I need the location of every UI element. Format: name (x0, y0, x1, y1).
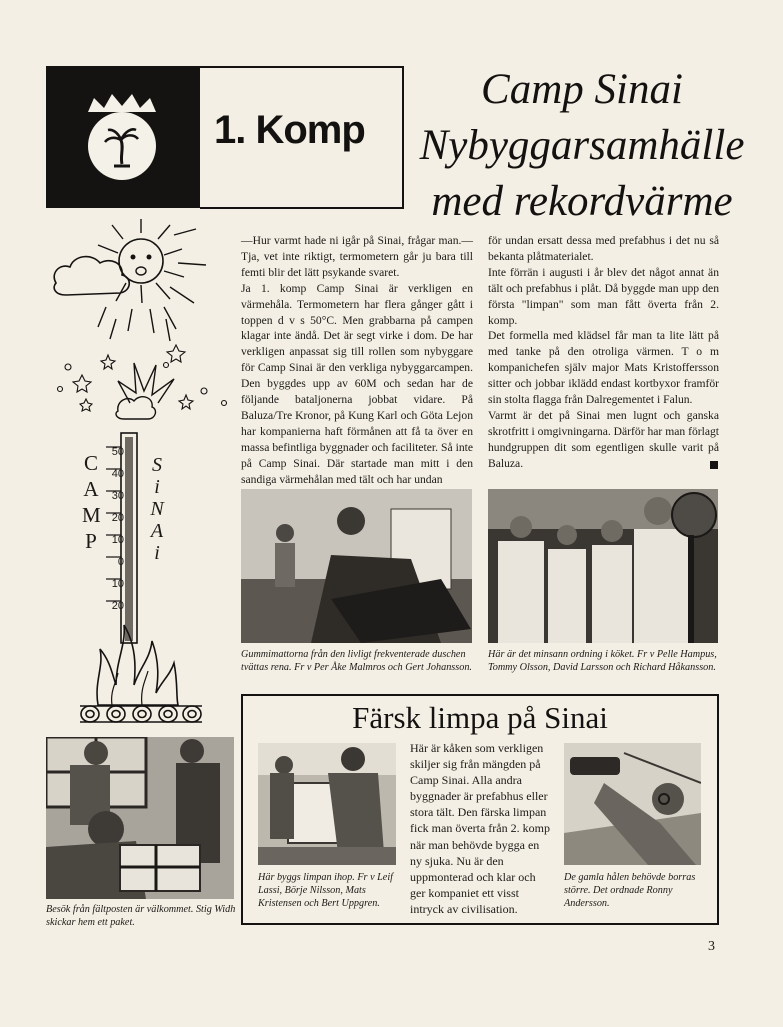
caption-building-limpa: Här byggs limpan ihop. Fr v Leif Lassi, Börje Nilsson, Mats Kristensen och Bert Uppgren. (258, 872, 393, 909)
scale-label: 50 (111, 446, 124, 458)
photo-field-post (46, 737, 234, 899)
letter: N (150, 498, 164, 520)
unit-title: 1. Komp (214, 108, 365, 152)
letter: A (150, 520, 164, 542)
scale-label: 0 (117, 556, 124, 568)
scale-label: 20 (111, 512, 124, 524)
end-mark (710, 461, 718, 469)
caption-field-post: Besök från fältposten är välkommet. Stig Widh skickar hem ett paket. (46, 904, 236, 928)
unit-emblem (88, 112, 156, 180)
article-column-2: för undan ersatt dessa med prefabhus i det nu så bekanta plåtmaterialet. Inte förrän i augusti i år blev det något annat än tält och prefabhus i plåt. Då byggde man upp den första "limpan" som man fått överta från 2. komp. Det formella med klädsel får man ta lite lätt på med tanke på den otroliga värmen. T o m kompanichefen själv major Mats Kristoffersson sitter och jobbar iklädd endast kortbyxor framför sin stolta flagga från Dalregementet i Falun. Varmt är det på Sinai men lugnt och ganska skrotfritt i omgivningarna. Därför har man förlagt hundgruppen dit som egentligen skulle varit på Baluza. (488, 234, 719, 470)
headline-line-3: med rekordvärme (431, 178, 733, 225)
logs-decoration (80, 706, 202, 722)
page-number: 3 (708, 939, 715, 954)
photo-drilling (564, 743, 701, 865)
headline-line-2: Nybyggarsamhälle (419, 122, 745, 169)
letter: i (154, 476, 160, 498)
stars-decoration (58, 345, 227, 411)
cloud-icon (54, 257, 129, 295)
crown-icon (84, 92, 160, 116)
caption-kitchen-crew: Här är det minsann ordning i köket. Fr v Pelle Hampus, Tommy Olsson, David Larsson och Richard Håkansson. (488, 649, 717, 673)
boxed-story-title: Färsk limpa på Sinai (352, 700, 608, 735)
scale-label: 10 (111, 578, 124, 590)
letter: i (154, 542, 160, 564)
scale-label: 40 (111, 468, 124, 480)
letter: S (152, 454, 162, 476)
palm-tree-icon (88, 112, 156, 180)
sun-icon (98, 219, 206, 341)
photo-rubber-mats (241, 489, 472, 643)
thermometer-scale (110, 441, 124, 617)
article-column-1: —Hur varmt hade ni igår på Sinai, frågar man.—Tja, vet inte riktigt, termometern går ju bara till femti blir det lätt psykande svaret. Ja 1. komp Camp Sinai är verkligen en värmehåla. Termometern har flera gånger gått i toppen d v s 50°C. Men grabbarna på campen klagar inte ändå. Det är segt virke i dom. De har verkligen anpassat sig till rollen som nybyggare för Camp Sinai är den verkliga nybyggarcampen. Den byggdes upp av 60M och sedan har de följande bataljonerna jobbat vidare. På Baluza/Tre Kronor, på Kung Karl och Göta Lejon har kompanierna haft förmånen att få ta över en massa befintliga byggnader och faciliteter. Så inte på Camp Sinai. Där startade man mitt i den sandiga värmehålan med tält och har undan (241, 234, 473, 486)
caption-drilling: De gamla hålen behövde borras större. Det ordnade Ronny Andersson. (564, 872, 696, 909)
scale-label: 10 (111, 534, 124, 546)
scale-label: 30 (111, 490, 124, 502)
headline-line-1: Camp Sinai (481, 66, 683, 113)
letter: P (85, 529, 97, 553)
letter: A (83, 477, 99, 501)
camp-letters (82, 450, 100, 554)
letter: C (83, 451, 98, 475)
thermometer-illustration (46, 215, 236, 725)
boxed-story-text: Här är kåken som verkligen skiljer sig från mängden på Camp Sinai. Alla andra byggnader är prefabhus eller stora tält. Den färska limpan fick man överta från 2. komp när man behövde bygga en ny sjuka. Nu är den uppmonterad och klar och ger kompaniet ett visst intryck av civilisation. (410, 741, 550, 916)
caption-rubber-mats: Gummimattorna från den livligt frekventerade duschen tvättas rena. Fr v Per Åke Malmros och Gert Johansson. (241, 649, 472, 673)
photo-building-limpa (258, 743, 396, 865)
photo-kitchen-crew (488, 489, 718, 643)
sinai-letters (148, 454, 166, 564)
scale-label: 20 (111, 600, 124, 612)
letter: M (82, 503, 101, 527)
